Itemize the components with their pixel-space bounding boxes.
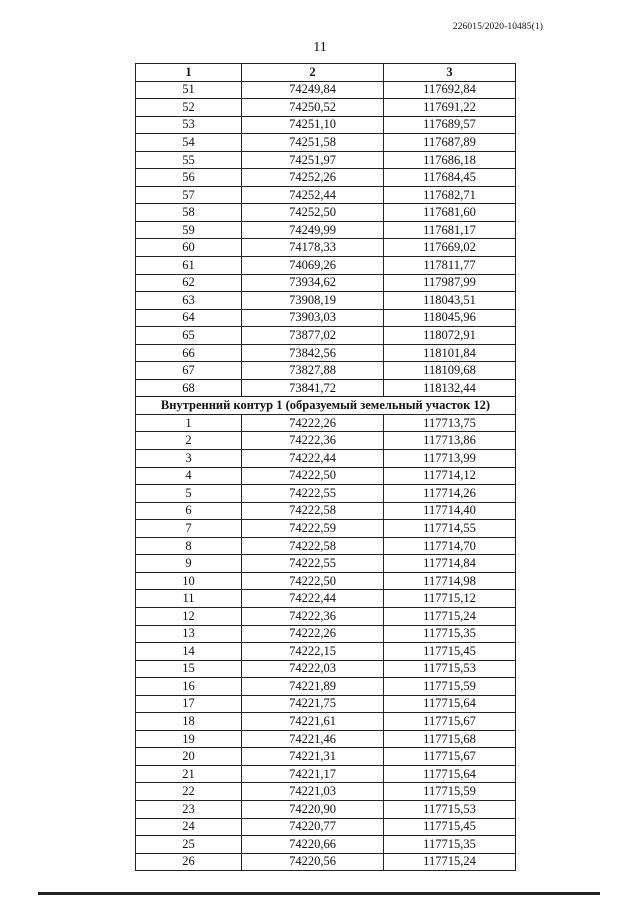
section-header-row xyxy=(136,397,516,415)
x-coordinate-cell: 74178,33 xyxy=(242,239,384,257)
y-coordinate-cell: 117715,67 xyxy=(384,713,516,731)
y-coordinate-cell: 118072,91 xyxy=(384,327,516,345)
y-coordinate-cell: 117987,99 xyxy=(384,274,516,292)
y-coordinate-cell: 117715,45 xyxy=(384,818,516,836)
footer-rule xyxy=(38,892,600,895)
y-coordinate-cell: 117686,18 xyxy=(384,151,516,169)
y-coordinate-cell: 118043,51 xyxy=(384,292,516,310)
table-row xyxy=(136,502,516,520)
y-coordinate-cell: 117713,99 xyxy=(384,450,516,468)
table-row xyxy=(136,327,516,345)
x-coordinate-cell: 74221,61 xyxy=(242,713,384,731)
y-coordinate-cell: 118101,84 xyxy=(384,344,516,362)
table-row xyxy=(136,344,516,362)
point-number-cell: 16 xyxy=(136,678,242,696)
x-coordinate-cell: 74221,31 xyxy=(242,748,384,766)
point-number-cell: 19 xyxy=(136,730,242,748)
x-coordinate-cell: 73841,72 xyxy=(242,379,384,397)
y-coordinate-cell: 117681,60 xyxy=(384,204,516,222)
y-coordinate-cell: 117714,98 xyxy=(384,572,516,590)
table-row xyxy=(136,783,516,801)
y-coordinate-cell: 117715,12 xyxy=(384,590,516,608)
x-coordinate-cell: 74222,55 xyxy=(242,485,384,503)
table-row xyxy=(136,643,516,661)
table-row xyxy=(136,99,516,117)
table-row xyxy=(136,116,516,134)
x-coordinate-cell: 74222,36 xyxy=(242,607,384,625)
y-coordinate-cell: 117669,02 xyxy=(384,239,516,257)
x-coordinate-cell: 74221,75 xyxy=(242,695,384,713)
x-coordinate-cell: 74222,59 xyxy=(242,520,384,538)
y-coordinate-cell: 117811,77 xyxy=(384,257,516,275)
point-number-cell: 21 xyxy=(136,765,242,783)
table-row xyxy=(136,292,516,310)
point-number-cell: 4 xyxy=(136,467,242,485)
y-coordinate-cell: 117692,84 xyxy=(384,81,516,99)
table-row xyxy=(136,379,516,397)
table-row xyxy=(136,713,516,731)
table-row xyxy=(136,730,516,748)
x-coordinate-cell: 74222,26 xyxy=(242,625,384,643)
coordinates-table xyxy=(135,63,516,871)
table-row xyxy=(136,520,516,538)
y-coordinate-cell: 117715,67 xyxy=(384,748,516,766)
x-coordinate-cell: 73903,03 xyxy=(242,309,384,327)
point-number-cell: 7 xyxy=(136,520,242,538)
table-row xyxy=(136,81,516,99)
y-coordinate-cell: 117715,45 xyxy=(384,643,516,661)
y-coordinate-cell: 118132,44 xyxy=(384,379,516,397)
y-coordinate-cell: 117714,26 xyxy=(384,485,516,503)
x-coordinate-cell: 74069,26 xyxy=(242,257,384,275)
table-row xyxy=(136,765,516,783)
y-coordinate-cell: 117687,89 xyxy=(384,134,516,152)
point-number-cell: 1 xyxy=(136,414,242,432)
y-coordinate-cell: 117682,71 xyxy=(384,186,516,204)
table-row xyxy=(136,221,516,239)
x-coordinate-cell: 74222,03 xyxy=(242,660,384,678)
table-row xyxy=(136,467,516,485)
y-coordinate-cell: 117689,57 xyxy=(384,116,516,134)
table-row xyxy=(136,590,516,608)
table-row xyxy=(136,239,516,257)
section-title: Внутренний контур 1 (образуемый земельный участок 12) xyxy=(136,397,516,415)
table-row xyxy=(136,151,516,169)
point-number-cell: 54 xyxy=(136,134,242,152)
y-coordinate-cell: 117715,68 xyxy=(384,730,516,748)
point-number-cell: 67 xyxy=(136,362,242,380)
y-coordinate-cell: 118109,68 xyxy=(384,362,516,380)
table-row xyxy=(136,695,516,713)
table-row xyxy=(136,836,516,854)
table-row xyxy=(136,818,516,836)
table-row xyxy=(136,257,516,275)
y-coordinate-cell: 117714,84 xyxy=(384,555,516,573)
point-number-cell: 61 xyxy=(136,257,242,275)
x-coordinate-cell: 74220,77 xyxy=(242,818,384,836)
y-coordinate-cell: 117714,40 xyxy=(384,502,516,520)
point-number-cell: 26 xyxy=(136,853,242,871)
x-coordinate-cell: 74220,66 xyxy=(242,836,384,854)
point-number-cell: 23 xyxy=(136,800,242,818)
table-row xyxy=(136,853,516,871)
x-coordinate-cell: 74220,90 xyxy=(242,800,384,818)
point-number-cell: 14 xyxy=(136,643,242,661)
y-coordinate-cell: 117715,53 xyxy=(384,800,516,818)
point-number-cell: 68 xyxy=(136,379,242,397)
table-row xyxy=(136,309,516,327)
point-number-cell: 10 xyxy=(136,572,242,590)
point-number-cell: 11 xyxy=(136,590,242,608)
table-row xyxy=(136,134,516,152)
point-number-cell: 3 xyxy=(136,450,242,468)
table-row xyxy=(136,625,516,643)
x-coordinate-cell: 74222,44 xyxy=(242,450,384,468)
table-row xyxy=(136,186,516,204)
y-coordinate-cell: 117713,75 xyxy=(384,414,516,432)
point-number-cell: 63 xyxy=(136,292,242,310)
x-coordinate-cell: 74221,46 xyxy=(242,730,384,748)
point-number-cell: 17 xyxy=(136,695,242,713)
x-coordinate-cell: 74251,10 xyxy=(242,116,384,134)
y-coordinate-cell: 117715,59 xyxy=(384,783,516,801)
y-coordinate-cell: 117681,17 xyxy=(384,221,516,239)
y-coordinate-cell: 117714,12 xyxy=(384,467,516,485)
x-coordinate-cell: 74222,50 xyxy=(242,572,384,590)
point-number-cell: 25 xyxy=(136,836,242,854)
table-row xyxy=(136,537,516,555)
point-number-cell: 62 xyxy=(136,274,242,292)
point-number-cell: 5 xyxy=(136,485,242,503)
y-coordinate-cell: 117691,22 xyxy=(384,99,516,117)
point-number-cell: 52 xyxy=(136,99,242,117)
y-coordinate-cell: 118045,96 xyxy=(384,309,516,327)
x-coordinate-cell: 74222,36 xyxy=(242,432,384,450)
table-row xyxy=(136,485,516,503)
x-coordinate-cell: 74221,89 xyxy=(242,678,384,696)
x-coordinate-cell: 74222,26 xyxy=(242,414,384,432)
table-row xyxy=(136,607,516,625)
y-coordinate-cell: 117714,55 xyxy=(384,520,516,538)
table-row xyxy=(136,678,516,696)
y-coordinate-cell: 117715,35 xyxy=(384,625,516,643)
point-number-cell: 15 xyxy=(136,660,242,678)
point-number-cell: 8 xyxy=(136,537,242,555)
x-coordinate-cell: 74221,17 xyxy=(242,765,384,783)
point-number-cell: 24 xyxy=(136,818,242,836)
y-coordinate-cell: 117715,59 xyxy=(384,678,516,696)
x-coordinate-cell: 74249,84 xyxy=(242,81,384,99)
point-number-cell: 13 xyxy=(136,625,242,643)
column-header-3: 3 xyxy=(384,64,516,82)
table-header-row xyxy=(136,64,516,82)
table-row xyxy=(136,748,516,766)
point-number-cell: 12 xyxy=(136,607,242,625)
point-number-cell: 65 xyxy=(136,327,242,345)
x-coordinate-cell: 74222,15 xyxy=(242,643,384,661)
point-number-cell: 2 xyxy=(136,432,242,450)
point-number-cell: 59 xyxy=(136,221,242,239)
x-coordinate-cell: 74249,99 xyxy=(242,221,384,239)
table-row xyxy=(136,362,516,380)
x-coordinate-cell: 73934,62 xyxy=(242,274,384,292)
x-coordinate-cell: 73877,02 xyxy=(242,327,384,345)
point-number-cell: 64 xyxy=(136,309,242,327)
y-coordinate-cell: 117684,45 xyxy=(384,169,516,187)
point-number-cell: 18 xyxy=(136,713,242,731)
point-number-cell: 56 xyxy=(136,169,242,187)
y-coordinate-cell: 117715,64 xyxy=(384,695,516,713)
column-header-2: 2 xyxy=(242,64,384,82)
x-coordinate-cell: 74222,55 xyxy=(242,555,384,573)
x-coordinate-cell: 74222,50 xyxy=(242,467,384,485)
page-number: 11 xyxy=(313,40,327,55)
y-coordinate-cell: 117713,86 xyxy=(384,432,516,450)
document-id: 226015/2020-10485(1) xyxy=(452,22,543,32)
x-coordinate-cell: 74220,56 xyxy=(242,853,384,871)
point-number-cell: 6 xyxy=(136,502,242,520)
x-coordinate-cell: 73827,88 xyxy=(242,362,384,380)
x-coordinate-cell: 74251,97 xyxy=(242,151,384,169)
table-row xyxy=(136,204,516,222)
x-coordinate-cell: 74252,50 xyxy=(242,204,384,222)
table-row xyxy=(136,450,516,468)
x-coordinate-cell: 74250,52 xyxy=(242,99,384,117)
x-coordinate-cell: 74251,58 xyxy=(242,134,384,152)
x-coordinate-cell: 74252,44 xyxy=(242,186,384,204)
point-number-cell: 53 xyxy=(136,116,242,134)
y-coordinate-cell: 117715,64 xyxy=(384,765,516,783)
x-coordinate-cell: 74222,58 xyxy=(242,502,384,520)
y-coordinate-cell: 117714,70 xyxy=(384,537,516,555)
point-number-cell: 51 xyxy=(136,81,242,99)
x-coordinate-cell: 74222,44 xyxy=(242,590,384,608)
table-row xyxy=(136,660,516,678)
table-row xyxy=(136,800,516,818)
table-row xyxy=(136,414,516,432)
point-number-cell: 9 xyxy=(136,555,242,573)
point-number-cell: 22 xyxy=(136,783,242,801)
column-header-1: 1 xyxy=(136,64,242,82)
x-coordinate-cell: 73842,56 xyxy=(242,344,384,362)
table-row xyxy=(136,555,516,573)
point-number-cell: 66 xyxy=(136,344,242,362)
table-row xyxy=(136,432,516,450)
point-number-cell: 58 xyxy=(136,204,242,222)
table-row xyxy=(136,169,516,187)
y-coordinate-cell: 117715,24 xyxy=(384,607,516,625)
x-coordinate-cell: 74222,58 xyxy=(242,537,384,555)
y-coordinate-cell: 117715,24 xyxy=(384,853,516,871)
point-number-cell: 55 xyxy=(136,151,242,169)
point-number-cell: 57 xyxy=(136,186,242,204)
y-coordinate-cell: 117715,53 xyxy=(384,660,516,678)
table-row xyxy=(136,572,516,590)
x-coordinate-cell: 74221,03 xyxy=(242,783,384,801)
x-coordinate-cell: 73908,19 xyxy=(242,292,384,310)
point-number-cell: 60 xyxy=(136,239,242,257)
table-row xyxy=(136,274,516,292)
point-number-cell: 20 xyxy=(136,748,242,766)
x-coordinate-cell: 74252,26 xyxy=(242,169,384,187)
y-coordinate-cell: 117715,35 xyxy=(384,836,516,854)
